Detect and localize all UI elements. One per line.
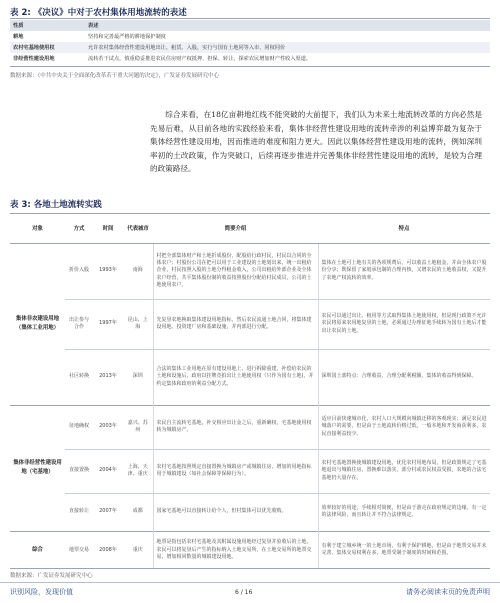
table2-row (10, 31, 490, 42)
table3-intro: 合法的集体工业用地在原有建设用地上、进行拆除重建，补偿给农民的土地和设施后，政府以挂牌竞拍出让土地使用权（只作为国有土地)，并约定集体和政府的利益分配方式。 (153, 349, 318, 405)
body-paragraph: 综合来看，在18亿亩耕地红线不能突破的大前提下，我们认为未来土地流转改革的方向必然是先易后难，从目前各地的实践经验来看，集体非经营性建设用地的流转牵涉的利益博弈最为复杂于集体经营性建设用地，因而推进的难度和阻力更大。因此以集体经营性建设用地的流转，例如深圳率初的土改政策，作为突破口，后续再逐步推进并完善集体非经营性建设用地的流转，是较为合理的政策路径。 (150, 110, 482, 174)
table2-source: 数据来源：《中共中央关于全面深化改革若干重大问题的决定》，广发证券发展研究中心 (10, 73, 220, 79)
table-row (10, 243, 490, 299)
table-row (10, 449, 490, 493)
table-row (10, 349, 490, 405)
table3-feature: 适应目前快速城市化，农村人口大规模向城镇迁移的客观现实；满足农民进城落户的需要，但是由于土地流转价格过低，一般本地和开发商获利多，农民直接利益较少。 (318, 405, 490, 449)
table2-top-rule (10, 18, 490, 19)
table3-caption-text: 各地土地流转实践 (33, 200, 102, 210)
table2-caption-number: 表 2: (10, 8, 31, 18)
table3-time: 2013年 (93, 349, 123, 405)
table2-bottom-rule (10, 66, 490, 67)
table3-category: 集体非经营性建设用地（宅基地） (10, 405, 65, 531)
table-row (10, 299, 490, 349)
table3-city: 深圳 (123, 349, 153, 405)
table2-cell: 坚持和完善最严格的耕地保护制度 (88, 34, 166, 40)
table3-feature: 效率较好的用途，手续相对简便，但是由于游走在政府规定的边缘，有一定的法律风险，而且转让并不符合法律规定。 (318, 493, 490, 531)
table2-header-cell: 性质 (10, 20, 85, 31)
table3 (10, 217, 490, 569)
table3-time: 2004年 (93, 449, 123, 493)
table2-caption-text: 《决议》中对于农村集体用地流转的表述 (33, 8, 187, 18)
table2-cell: 耕地 (13, 34, 24, 40)
table3-time: 1997年 (93, 299, 123, 349)
table3-intro: 先复垦农地换取集体建设用地指标，然后农民流通土地合同，将集体建设用地、投资建厂房和基础设施，并内部进行分配。 (153, 299, 318, 349)
table3-category: 综合 (10, 531, 65, 569)
table3-header-cell: 对象 (10, 217, 65, 243)
table3-header-cell: 简要介绍 (153, 217, 318, 243)
table3-method: 直接置换 (65, 449, 93, 493)
table3-feature: 有利于建立城乡统一的土地市场，有利于保护耕地，但是由于地票交易并未完善，集体交易权利在多，地票受制于制度的时间和范围。 (318, 531, 490, 569)
table3-intro: 村把全部集体财产和土地折成股份，配股给行政村民，村民以合同的全体农户；村股份公司在把可以用于工业建设的土地划出来，统一出租给企业，村民按照入股的土地分得租金收入，公司出租给外部企业及全体农户经营，共平集体股份制的收益按照股份分配给村民成员，公司的土地使用农户。 (153, 243, 318, 299)
table3-intro: 国家宅基地可以直接转让给个人，但村集体可以优先收购。 (153, 493, 318, 531)
table3-header-cell: 代表城市 (123, 217, 153, 243)
table3-header-row (10, 217, 490, 243)
page-number: 6 / 16 (235, 589, 253, 596)
table3-header-cell: 方式 (65, 217, 93, 243)
table2-cell: 允许农村集体经营性建设用地出让、租赁、入股，实行与国有土地同等入市、同权同价 (85, 42, 490, 53)
table3-header-cell: 特点 (318, 217, 490, 243)
table3-city: 南海 (132, 267, 143, 274)
table2-row (10, 53, 490, 64)
table2-cell: 流转若干试点，慎重稳妥推进农民住房财产权抵押、担保、转让，探索农民增加财产性收入渠道。 (88, 56, 312, 62)
table3-city: 昆山、上海 (123, 299, 153, 349)
table3-feature: 深圳国土部特点：合理收益，合理分配利税额，集体的收益得到保障。 (318, 349, 490, 405)
table3-city: 成都 (123, 493, 153, 531)
table3-feature: 农民可以通过出让、租用等方式取得集体土地使用权，但是现行政策不允许农民将原来农用地复垦的土地，必须通过办理征地手续转为国有土地后才能出让农民的土地。 (318, 299, 490, 349)
table3-time: 2003年 (93, 405, 123, 449)
table3-time: 2007年 (93, 493, 123, 531)
table3-method: 折价入股 (68, 267, 89, 274)
table3-method: 征地确权 (65, 405, 93, 449)
table2-caption (10, 6, 187, 18)
table3-method: 社区转换 (65, 349, 93, 405)
table3-city: 嘉兴、苏州 (123, 405, 153, 449)
table2 (10, 20, 490, 64)
table3-category: 集体非农建设用地（集体工业用地） (15, 316, 60, 331)
table3-method: 地票交易 (65, 531, 93, 569)
table3-feature: 集体在土地可上地有关的各项规费后，可以收益土地租金，并由全体农户股份分享；既保留了家庭承包制的合理内核，又增农民的土地收益权，又提升了农地产权流转的效率。 (318, 243, 490, 299)
page-footer (0, 582, 500, 603)
table3-intro: 地票是指包括农村宅基地及其附属设施用地经过复垦并验收后的土地，农民可以将复垦后产生的指标纳入土地交易所，在土地交易所的地票交易，增加相同数量的城镇建设用地。 (153, 531, 318, 569)
table3-caption (10, 198, 102, 210)
table-row (10, 531, 490, 569)
table3-method: 出让参与合作 (65, 299, 93, 349)
table3-feature: 农村宅基地置换使城镇建设用地，优化农村用地布局，但是政策规定了宅基地退出与城镇住房、置换难以落实，部分村或农民权益受损，农地的合法宅基地仍大量存在。 (318, 449, 490, 493)
table3-source: 数据来源：广发证券发展研究中心 (10, 573, 93, 579)
table2-header-cell: 表述 (85, 20, 490, 31)
table3-city: 上海、天津、重庆 (123, 449, 153, 493)
table3-bottom-rule (10, 568, 490, 569)
table3-top-rule (10, 213, 490, 214)
table2-cell: 农村宅基地使用权 (10, 42, 85, 53)
footer-disclaimer-link[interactable]: 请务必阅读末页的免责声明 (406, 588, 490, 596)
table3-time: 2008年 (93, 531, 123, 569)
table2-header-row (10, 20, 490, 31)
table2-row (10, 42, 490, 53)
table3-intro: 农村宅基地按照规定直接置换为城镇房产或城镇住房，增加的用地指标用于城镇建设（如社会保障等保障行为）。 (153, 449, 318, 493)
table3-header-cell: 时间 (93, 217, 123, 243)
table-row (10, 493, 490, 531)
table3-city: 重庆 (123, 531, 153, 569)
table3-method: 直接转让 (65, 493, 93, 531)
table3-intro: 农民自主流转宅基地，补交相应出让金之后，重新确权，宅基地使用权转为城镇房产。 (153, 405, 318, 449)
table-row (10, 405, 490, 449)
table2-cell: 非经营性建设用地 (13, 56, 55, 62)
footer-slogan: 识别风险，发现价值 (10, 588, 73, 596)
table3-time: 1993年 (99, 267, 117, 274)
table3-caption-number: 表 3: (10, 200, 31, 210)
